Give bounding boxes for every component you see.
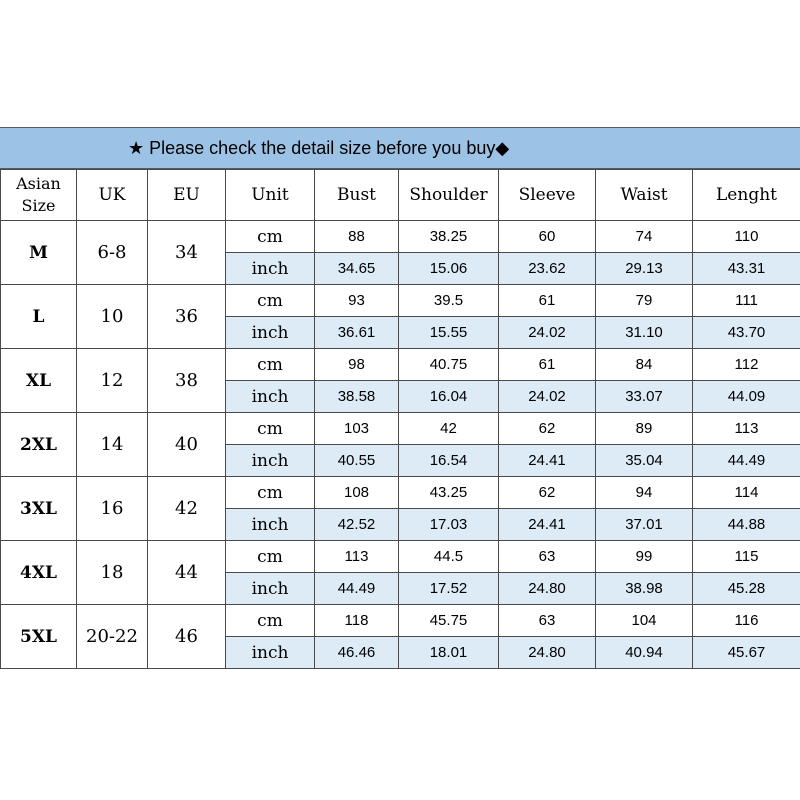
length-cell: 45.28: [693, 573, 800, 605]
header-asian-size: [1, 170, 77, 221]
table-row: [1, 221, 800, 253]
table-row: [1, 541, 800, 573]
length-cell: 44.09: [693, 381, 800, 413]
unit-cell: cm: [226, 413, 315, 445]
uk-size-cell: 18: [77, 541, 148, 605]
header-asian-line2: Size: [21, 196, 56, 215]
shoulder-cell: 17.03: [399, 509, 499, 541]
asian-size-cell: M: [1, 221, 77, 285]
bust-cell: 44.49: [315, 573, 399, 605]
shoulder-cell: 15.06: [399, 253, 499, 285]
header-waist: Waist: [596, 170, 693, 221]
unit-cell: inch: [226, 573, 315, 605]
sleeve-cell: 62: [499, 477, 596, 509]
waist-cell: 74: [596, 221, 693, 253]
unit-cell: cm: [226, 349, 315, 381]
sleeve-cell: 24.41: [499, 445, 596, 477]
unit-cell: cm: [226, 477, 315, 509]
shoulder-cell: 16.04: [399, 381, 499, 413]
waist-cell: 94: [596, 477, 693, 509]
waist-cell: 29.13: [596, 253, 693, 285]
waist-cell: 104: [596, 605, 693, 637]
length-cell: 114: [693, 477, 800, 509]
waist-cell: 37.01: [596, 509, 693, 541]
header-eu: EU: [148, 170, 226, 221]
length-cell: 45.67: [693, 637, 800, 669]
asian-size-cell: 2XL: [1, 413, 77, 477]
sleeve-cell: 63: [499, 605, 596, 637]
unit-cell: inch: [226, 253, 315, 285]
asian-size-cell: 4XL: [1, 541, 77, 605]
uk-size-cell: 14: [77, 413, 148, 477]
length-cell: 116: [693, 605, 800, 637]
header-uk: UK: [77, 170, 148, 221]
header-unit: Unit: [226, 170, 315, 221]
shoulder-cell: 42: [399, 413, 499, 445]
sleeve-cell: 63: [499, 541, 596, 573]
shoulder-cell: 44.5: [399, 541, 499, 573]
size-chart: [0, 127, 800, 669]
bust-cell: 46.46: [315, 637, 399, 669]
unit-cell: cm: [226, 541, 315, 573]
sleeve-cell: 24.80: [499, 573, 596, 605]
asian-size-cell: 3XL: [1, 477, 77, 541]
unit-cell: inch: [226, 445, 315, 477]
shoulder-cell: 17.52: [399, 573, 499, 605]
eu-size-cell: 36: [148, 285, 226, 349]
length-cell: 43.31: [693, 253, 800, 285]
shoulder-cell: 45.75: [399, 605, 499, 637]
bust-cell: 98: [315, 349, 399, 381]
waist-cell: 33.07: [596, 381, 693, 413]
waist-cell: 38.98: [596, 573, 693, 605]
header-asian-line1: Asian: [16, 174, 61, 193]
header-length: Lenght: [693, 170, 800, 221]
sleeve-cell: 61: [499, 349, 596, 381]
uk-size-cell: 10: [77, 285, 148, 349]
waist-cell: 79: [596, 285, 693, 317]
header-row: [1, 170, 800, 221]
bust-cell: 42.52: [315, 509, 399, 541]
eu-size-cell: 40: [148, 413, 226, 477]
length-cell: 44.49: [693, 445, 800, 477]
shoulder-cell: 40.75: [399, 349, 499, 381]
waist-cell: 35.04: [596, 445, 693, 477]
eu-size-cell: 46: [148, 605, 226, 669]
size-chart-banner: ★ Please check the detail size before you buy◆: [0, 127, 800, 169]
table-row: [1, 285, 800, 317]
unit-cell: cm: [226, 605, 315, 637]
header-sleeve: Sleeve: [499, 170, 596, 221]
length-cell: 111: [693, 285, 800, 317]
length-cell: 44.88: [693, 509, 800, 541]
waist-cell: 31.10: [596, 317, 693, 349]
bust-cell: 38.58: [315, 381, 399, 413]
length-cell: 115: [693, 541, 800, 573]
header-bust: Bust: [315, 170, 399, 221]
eu-size-cell: 34: [148, 221, 226, 285]
eu-size-cell: 44: [148, 541, 226, 605]
unit-cell: cm: [226, 221, 315, 253]
eu-size-cell: 38: [148, 349, 226, 413]
sleeve-cell: 24.80: [499, 637, 596, 669]
shoulder-cell: 18.01: [399, 637, 499, 669]
unit-cell: inch: [226, 637, 315, 669]
table-row: [1, 349, 800, 381]
unit-cell: inch: [226, 317, 315, 349]
bust-cell: 113: [315, 541, 399, 573]
length-cell: 110: [693, 221, 800, 253]
asian-size-cell: 5XL: [1, 605, 77, 669]
bust-cell: 118: [315, 605, 399, 637]
waist-cell: 84: [596, 349, 693, 381]
length-cell: 113: [693, 413, 800, 445]
sleeve-cell: 24.02: [499, 317, 596, 349]
uk-size-cell: 12: [77, 349, 148, 413]
uk-size-cell: 16: [77, 477, 148, 541]
uk-size-cell: 6-8: [77, 221, 148, 285]
length-cell: 112: [693, 349, 800, 381]
header-shoulder: Shoulder: [399, 170, 499, 221]
unit-cell: inch: [226, 381, 315, 413]
bust-cell: 93: [315, 285, 399, 317]
shoulder-cell: 43.25: [399, 477, 499, 509]
asian-size-cell: XL: [1, 349, 77, 413]
shoulder-cell: 15.55: [399, 317, 499, 349]
table-row: [1, 477, 800, 509]
waist-cell: 40.94: [596, 637, 693, 669]
sleeve-cell: 60: [499, 221, 596, 253]
shoulder-cell: 16.54: [399, 445, 499, 477]
bust-cell: 40.55: [315, 445, 399, 477]
asian-size-cell: L: [1, 285, 77, 349]
shoulder-cell: 38.25: [399, 221, 499, 253]
bust-cell: 36.61: [315, 317, 399, 349]
waist-cell: 99: [596, 541, 693, 573]
length-cell: 43.70: [693, 317, 800, 349]
size-table: [0, 169, 800, 669]
eu-size-cell: 42: [148, 477, 226, 541]
sleeve-cell: 24.41: [499, 509, 596, 541]
bust-cell: 103: [315, 413, 399, 445]
sleeve-cell: 61: [499, 285, 596, 317]
unit-cell: inch: [226, 509, 315, 541]
unit-cell: cm: [226, 285, 315, 317]
uk-size-cell: 20-22: [77, 605, 148, 669]
sleeve-cell: 62: [499, 413, 596, 445]
sleeve-cell: 23.62: [499, 253, 596, 285]
table-row: [1, 605, 800, 637]
table-row: [1, 413, 800, 445]
bust-cell: 34.65: [315, 253, 399, 285]
sleeve-cell: 24.02: [499, 381, 596, 413]
shoulder-cell: 39.5: [399, 285, 499, 317]
waist-cell: 89: [596, 413, 693, 445]
size-table-body: [1, 221, 800, 669]
bust-cell: 88: [315, 221, 399, 253]
bust-cell: 108: [315, 477, 399, 509]
